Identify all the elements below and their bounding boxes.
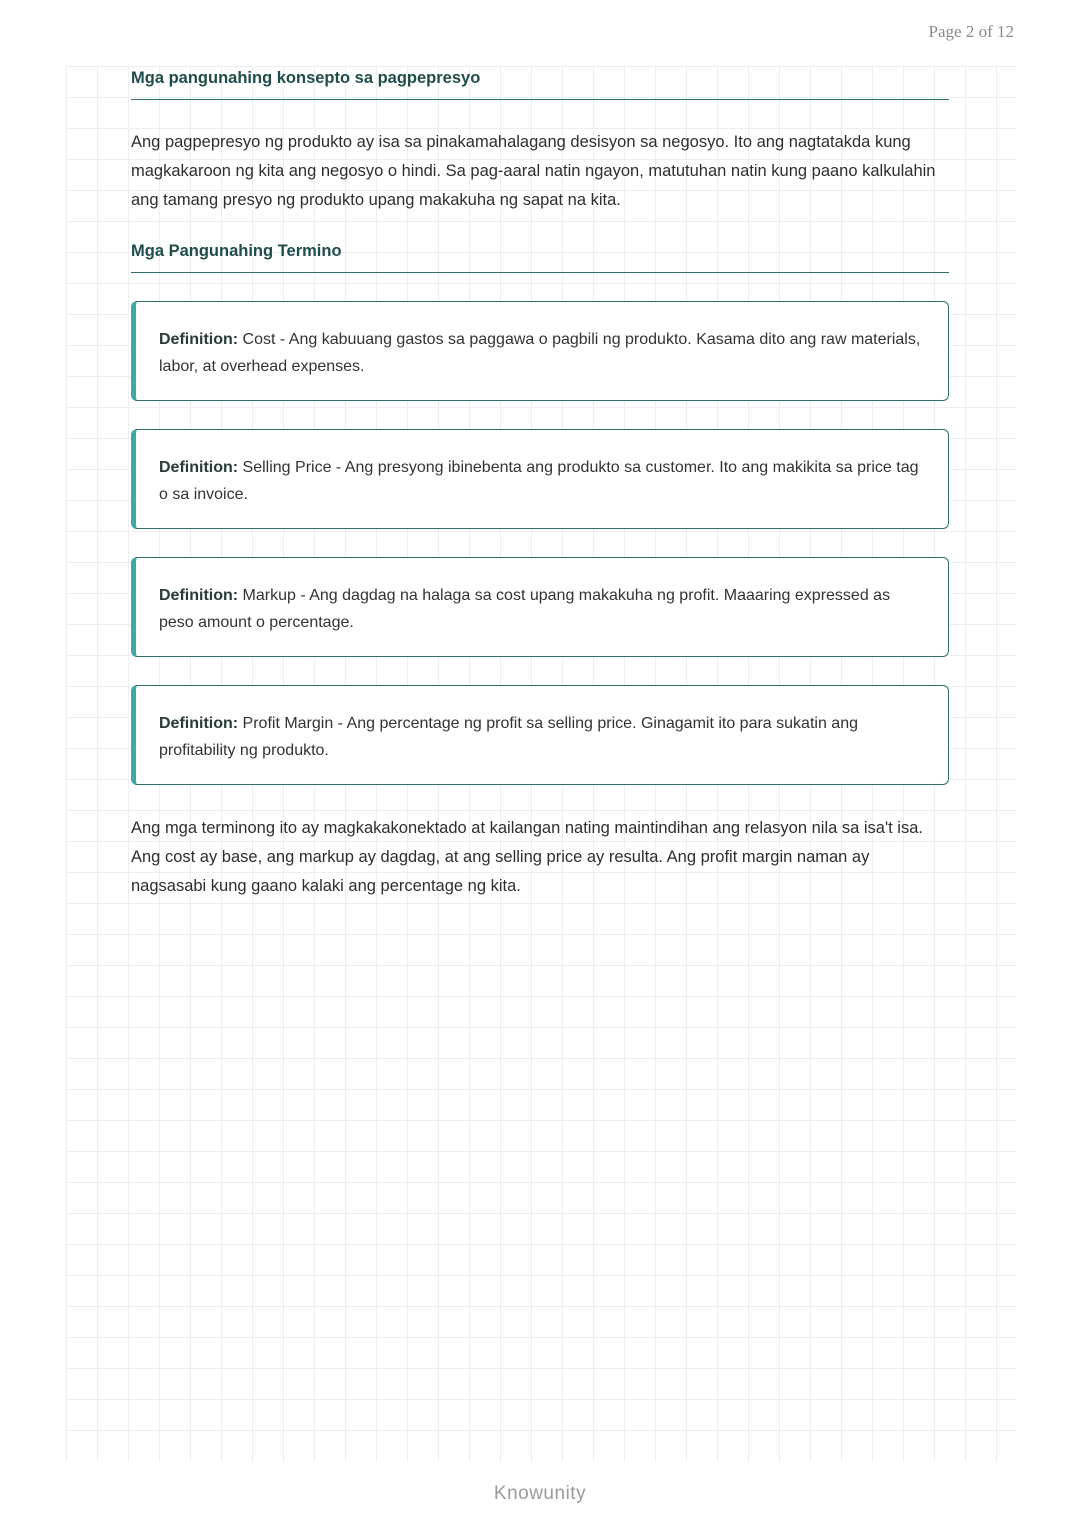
intro-paragraph: Ang pagpepresyo ng produkto ay isa sa pinakamahalagang desisyon sa negosyo. Ito ang nagtatakda kung magkakaroon ng kita ang negosyo o hindi. Sa pag-aaral natin ngayon, matutuhan natin kung paano kalkulahin ang tamang presyo ng produkto upang makakuha ng sapat na kita. — [131, 133, 936, 209]
page-number: Page 2 of 12 — [928, 22, 1014, 41]
document-content — [131, 66, 949, 901]
definition-box-selling-price — [131, 429, 949, 529]
footer-brand-logo: Knowunity — [493, 1483, 587, 1504]
definition-text: Selling Price - Ang presyong ibinebenta ang produkto sa customer. Ito ang makikita sa price tag o sa invoice. — [159, 459, 919, 503]
definition-text: Profit Margin - Ang percentage ng profit sa selling price. Ginagamit ito para sukatin ang profitability ng produkto. — [159, 715, 858, 759]
section-heading: Mga pangunahing konsepto sa pagpepresyo — [131, 66, 949, 100]
definition-text: Markup - Ang dagdag na halaga sa cost upang makakuha ng profit. Maaaring expressed as peso amount o percentage. — [159, 587, 891, 631]
definition-box-cost — [131, 301, 949, 401]
definition-label: Definition: — [159, 587, 239, 604]
terms-heading: Mga Pangunahing Termino — [131, 239, 949, 273]
outro-paragraph: Ang mga terminong ito ay magkakakonektado at kailangan nating maintindihan ang relasyon nila sa isa't isa. Ang cost ay base, ang markup ay dagdag, at ang selling price ay resulta. Ang profit margin naman ay nagsasabi kung gaano kalaki ang percentage ng kita. — [131, 819, 923, 895]
definition-box-profit-margin — [131, 685, 949, 785]
definition-label: Definition: — [159, 459, 239, 476]
definition-label: Definition: — [159, 715, 239, 732]
definition-text: Cost - Ang kabuuang gastos sa paggawa o pagbili ng produkto. Kasama dito ang raw materials, labor, at overhead expenses. — [159, 331, 921, 375]
definition-label: Definition: — [159, 331, 239, 348]
definition-box-markup — [131, 557, 949, 657]
